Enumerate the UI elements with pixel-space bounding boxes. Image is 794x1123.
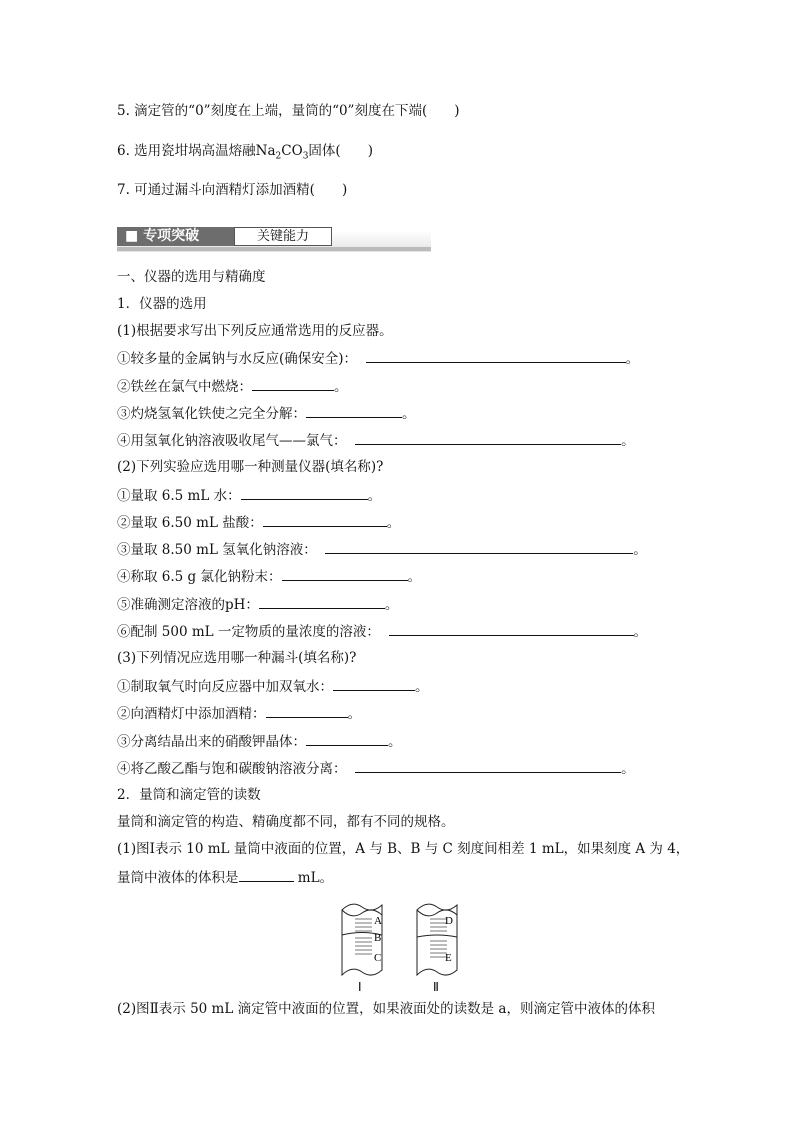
fill-item [117,567,421,586]
prompt: ⑥配制 500 mL 一定物质的量浓度的溶液： [117,624,380,640]
prompt: ①较多量的金属钠与水反应(确保安全)： [117,351,358,367]
unit: mL。 [293,870,334,886]
divider [117,247,431,251]
prompt: ④称取 6.5 g 氯化钠粉末： [117,569,282,585]
prompt: ④用氢氧化钠溶液吸收尾气——氯气： [117,433,347,449]
answer-blank[interactable] [306,404,402,418]
answer-blank[interactable] [263,513,387,527]
fill-item [117,732,402,751]
fill-item [117,377,348,396]
subheading: 1．仪器的选用 [117,296,207,312]
prompt: ①制取氧气时向反应器中加双氧水： [117,679,333,695]
period: 。 [415,679,429,695]
section-tag: 关键能力 [234,227,332,246]
period: 。 [384,597,399,613]
fill-item [117,595,398,614]
fill-item [117,349,639,368]
mark-a: A [374,915,382,927]
judgement-6: 6. 选用瓷坩埚高温熔融$Na_2CO_3$固体( ) [117,143,373,162]
fill-item [117,622,647,641]
period: 。 [621,761,635,777]
prompt: ③分离结晶出来的硝酸钾晶体： [117,734,306,750]
period: 。 [334,379,348,395]
prompt: ②铁丝在氯气中燃烧： [117,379,252,395]
prompt: ③量取 8.50 mL 氢氧化钠溶液： [117,542,317,558]
answer-blank[interactable] [333,677,415,691]
subheading: 2．量筒和滴定管的读数 [117,787,261,803]
period: 。 [633,542,647,558]
fill-item [117,431,635,450]
paragraph: (1)图Ⅰ表示 10 mL 量筒中液面的位置，A 与 B、B 与 C 刻度间相差 1 mL，如果刻度 A 为 4， [117,841,690,857]
period: 。 [367,488,382,504]
question: (2)下列实验应选用哪一种测量仪器(填名称)? [117,459,384,475]
fill-item [117,759,635,778]
section-header [117,222,431,252]
heading: 一、仪器的选用与精确度 [117,269,266,285]
prompt: ②量取 6.50 mL 盐酸： [117,515,263,531]
fill-item [117,868,333,887]
fill-item [117,677,429,696]
prompt: 量筒中液体的体积是 [117,870,239,886]
fill-item [117,404,416,423]
prompt: ①量取 6.5 mL 水： [117,488,241,504]
burette-figure [330,895,470,995]
question: (3)下列情况应选用哪一种漏斗(填名称)? [117,650,357,666]
mark-c: C [374,952,382,964]
fill-item [117,513,400,532]
answer-blank[interactable] [259,595,385,609]
answer-blank[interactable] [389,622,634,636]
answer-blank[interactable] [266,704,348,718]
answer-blank[interactable] [282,567,408,581]
answer-blank[interactable] [355,431,621,445]
period: 。 [386,515,401,531]
period: 。 [402,406,416,422]
prompt: ⑤准确测定溶液的pH： [117,597,259,613]
mark-e: E [445,952,452,964]
question: (1)根据要求写出下列反应通常选用的反应器。 [117,323,393,339]
answer-blank[interactable] [306,732,388,746]
answer-blank[interactable] [252,377,334,391]
period: 。 [625,351,640,367]
paragraph: (2)图Ⅱ表示 50 mL 滴定管中液面的位置，如果液面处的读数是 a，则滴定管中液体的体积 [117,1001,655,1017]
period: 。 [621,433,635,449]
period: 。 [633,624,648,640]
prompt: ②向酒精灯中添加酒精： [117,706,266,722]
answer-blank[interactable] [239,868,294,882]
section-title: ■ 专项突破 [117,227,234,246]
mark-b: B [374,932,382,944]
fill-item [117,540,647,559]
judgement-7: 7. 可通过漏斗向酒精灯添加酒精( ) [117,182,348,198]
period: 。 [347,706,361,722]
answer-blank[interactable] [355,759,621,773]
prompt: ④将乙酸乙酯与饱和碳酸钠溶液分离： [117,761,347,777]
prompt: ③灼烧氢氧化铁使之完全分解： [117,406,306,422]
judgement-5: 5. 滴定管的“0”刻度在上端，量筒的“0”刻度在下端( ) [117,103,460,119]
period: 。 [407,569,421,585]
answer-blank[interactable] [241,486,368,500]
paragraph: 量筒和滴定管的构造、精确度都不同，都有不同的规格。 [117,814,455,830]
period: 。 [388,734,402,750]
figure-label-1: Ⅰ [358,980,362,994]
fill-item [117,486,381,505]
fill-item [117,704,361,723]
answer-blank[interactable] [366,349,626,363]
figure-label-2: Ⅱ [433,980,439,994]
answer-blank[interactable] [325,540,633,554]
mark-d: D [445,915,453,927]
